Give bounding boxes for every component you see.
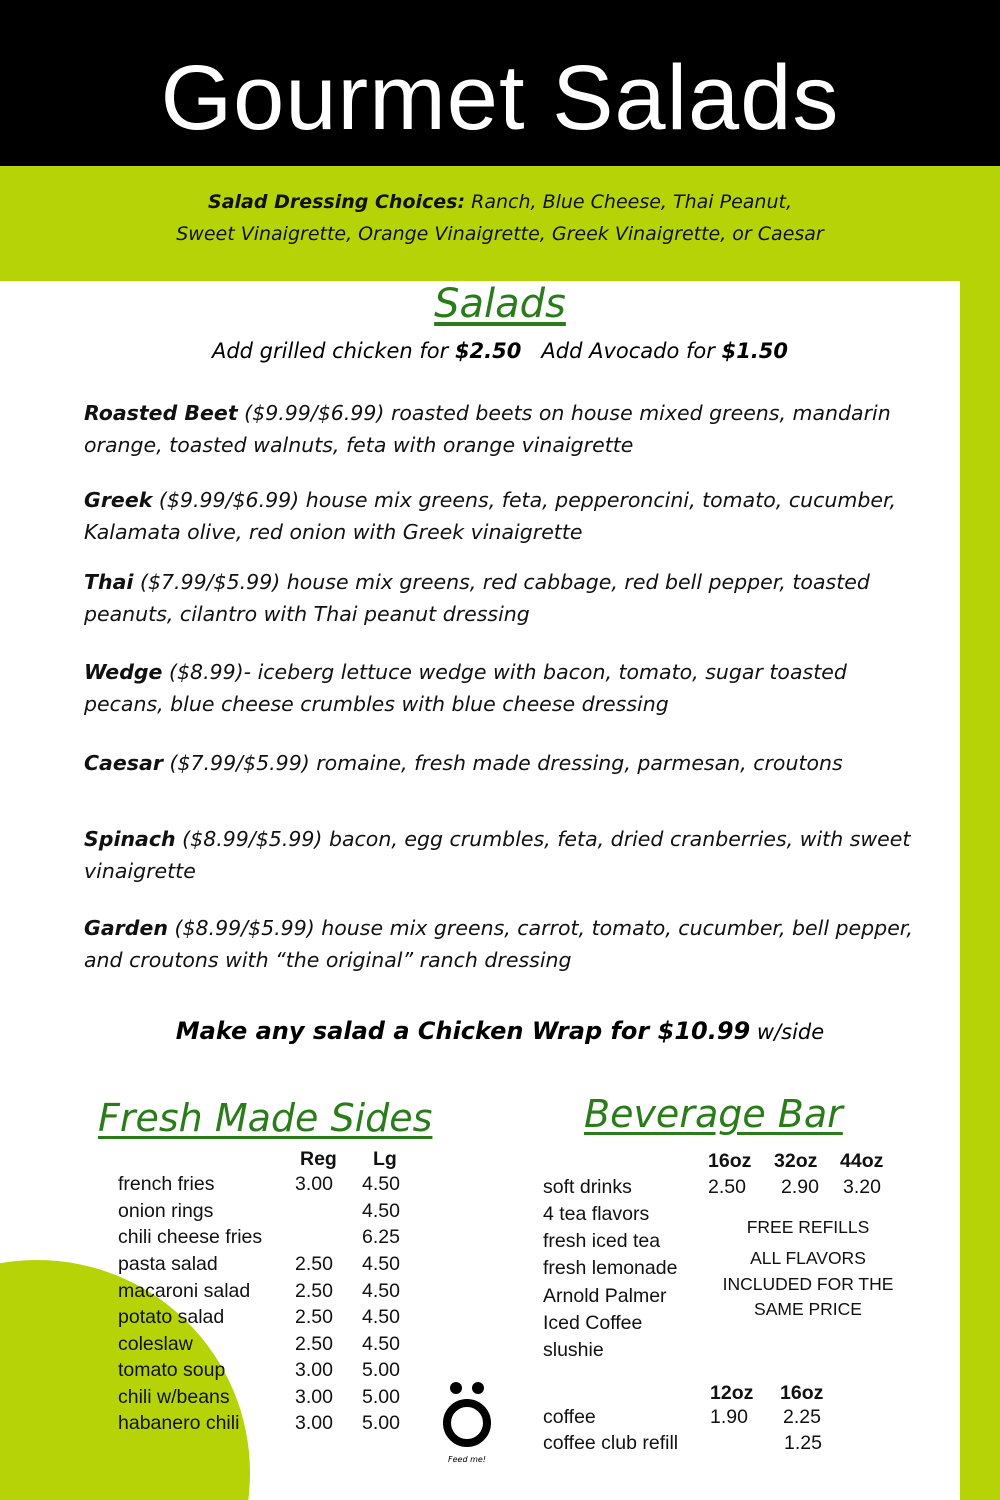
- side-reg-price: 3.00: [295, 1173, 333, 1195]
- side-name: onion rings: [118, 1200, 214, 1222]
- salad-desc: ($8.99/$5.99) bacon, egg crumbles, feta, dried cranberries, with sweet vinaigrette: [84, 827, 911, 883]
- side-lg-price: 4.50: [362, 1253, 400, 1275]
- sides-title: Fresh Made Sides: [98, 1096, 433, 1140]
- salad-desc: ($7.99/$5.99) romaine, fresh made dressing, parmesan, croutons: [162, 751, 843, 775]
- refill-16oz-price: 1.25: [784, 1432, 822, 1454]
- side-lg-price: 5.00: [362, 1412, 400, 1434]
- logo-icon: [436, 1380, 500, 1470]
- note-line: INCLUDED FOR THE: [722, 1273, 894, 1294]
- addon-avocado-price: $1.50: [721, 339, 789, 363]
- salad-desc: ($8.99/$5.99) house mix greens, carrot, tomato, cucumber, bell pepper, and croutons with “the original” ranch dressing: [84, 916, 913, 972]
- side-name: coleslaw: [118, 1333, 193, 1355]
- salad-name: Caesar: [84, 751, 163, 775]
- side-reg-price: 2.50: [295, 1280, 333, 1302]
- salad-name: Spinach: [84, 827, 176, 851]
- free-refills-note: FREE REFILLS: [746, 1217, 870, 1237]
- beverage-44oz-price: 3.20: [843, 1176, 881, 1198]
- side-name: tomato soup: [118, 1359, 226, 1381]
- side-name: french fries: [118, 1173, 215, 1195]
- addon-avocado-text: Add Avocado for: [541, 339, 722, 363]
- salad-item: [84, 398, 914, 461]
- col-reg-header: Reg: [300, 1148, 337, 1170]
- side-lg-price: 4.50: [362, 1173, 400, 1195]
- salad-desc: ($9.99/$6.99) roasted beets on house mixed greens, mandarin orange, toasted walnuts, feta with orange vinaigrette: [84, 401, 891, 457]
- side-reg-price: 3.00: [295, 1359, 333, 1381]
- salad-name: Greek: [84, 488, 153, 512]
- beverage-title: Beverage Bar: [584, 1092, 843, 1136]
- salad-addons: [0, 339, 960, 363]
- feed-me-logo: [436, 1380, 500, 1470]
- page-title: Gourmet Salads: [160, 47, 840, 149]
- side-lg-price: 4.50: [362, 1200, 400, 1222]
- salad-desc: ($8.99)- iceberg lettuce wedge with bacon, tomato, sugar toasted pecans, blue cheese crumbles with blue cheese dressing: [84, 660, 847, 716]
- coffee-name: coffee: [543, 1406, 596, 1428]
- beverage-name: Iced Coffee: [543, 1312, 643, 1334]
- beverage-name: soft drinks: [543, 1176, 632, 1198]
- side-lg-price: 4.50: [362, 1333, 400, 1355]
- salad-name: Roasted Beet: [84, 401, 238, 425]
- wrap-text: Make any salad a Chicken Wrap for $10.99: [175, 1017, 751, 1045]
- side-name: chili cheese fries: [118, 1226, 263, 1248]
- salad-desc: ($9.99/$6.99) house mix greens, feta, pepperoncini, tomato, cucumber, Kalamata olive, red onion with Greek vinaigrette: [84, 488, 897, 544]
- logo-tagline: Feed me!: [448, 1455, 486, 1464]
- salad-name: Garden: [84, 916, 168, 940]
- col-44oz-header: 44oz: [840, 1150, 884, 1172]
- col-lg-header: Lg: [373, 1148, 397, 1170]
- side-lg-price: 4.50: [362, 1306, 400, 1328]
- side-lg-price: 6.25: [362, 1226, 400, 1248]
- salad-desc: ($7.99/$5.99) house mix greens, red cabbage, red bell pepper, toasted peanuts, cilantro with Thai peanut dressing: [84, 570, 870, 626]
- note-line: SAME PRICE: [754, 1299, 862, 1319]
- dressing-label: Salad Dressing Choices:: [208, 191, 466, 213]
- salad-item: [84, 824, 914, 887]
- side-reg-price: 2.50: [295, 1253, 333, 1275]
- beverage-name: fresh lemonade: [543, 1257, 678, 1279]
- header-bar: [0, 0, 1000, 166]
- col-12oz-header: 12oz: [710, 1382, 754, 1404]
- salad-item: [84, 748, 914, 780]
- salad-item: [84, 485, 914, 548]
- salad-name: Thai: [84, 570, 134, 594]
- side-name: macaroni salad: [118, 1280, 251, 1302]
- beverage-name: slushie: [543, 1339, 604, 1361]
- salad-name: Wedge: [84, 660, 163, 684]
- side-reg-price: 2.50: [295, 1306, 333, 1328]
- side-name: pasta salad: [118, 1253, 218, 1275]
- col-32oz-header: 32oz: [774, 1150, 818, 1172]
- col-coffee-16oz-header: 16oz: [780, 1382, 824, 1404]
- dressing-line-1: Ranch, Blue Cheese, Thai Peanut,: [465, 191, 792, 213]
- salads-title: Salads: [434, 281, 566, 327]
- side-reg-price: 3.00: [295, 1412, 333, 1434]
- beverage-name: fresh iced tea: [543, 1230, 661, 1252]
- flavors-note: [708, 1246, 908, 1323]
- beverage-16oz-price: 2.50: [708, 1176, 746, 1198]
- addon-chicken-text: Add grilled chicken for: [211, 339, 455, 363]
- salad-item: [84, 657, 914, 720]
- note-line: ALL FLAVORS: [750, 1248, 866, 1268]
- dressing-line-2: Sweet Vinaigrette, Orange Vinaigrette, Greek Vinaigrette, or Caesar: [176, 223, 824, 245]
- coffee-12oz-price: 1.90: [710, 1406, 748, 1428]
- side-name: potato salad: [118, 1306, 225, 1328]
- menu-panel: [0, 281, 960, 1500]
- col-16oz-header: 16oz: [708, 1150, 752, 1172]
- side-lg-price: 4.50: [362, 1280, 400, 1302]
- chicken-wrap-offer: [0, 1017, 960, 1045]
- addon-chicken-price: $2.50: [454, 339, 522, 363]
- wrap-suffix: w/side: [750, 1020, 825, 1044]
- beverage-name: Arnold Palmer: [543, 1285, 667, 1307]
- coffee-16oz-price: 2.25: [783, 1406, 821, 1428]
- side-name: chili w/beans: [118, 1386, 230, 1408]
- side-lg-price: 5.00: [362, 1359, 400, 1381]
- side-reg-price: 2.50: [295, 1333, 333, 1355]
- salad-item: [84, 913, 914, 976]
- side-reg-price: 3.00: [295, 1386, 333, 1408]
- beverage-32oz-price: 2.90: [781, 1176, 819, 1198]
- beverage-name: 4 tea flavors: [543, 1203, 650, 1225]
- dressing-choices: [0, 186, 1000, 250]
- side-lg-price: 5.00: [362, 1386, 400, 1408]
- salad-item: [84, 567, 914, 630]
- refill-name: coffee club refill: [543, 1432, 679, 1454]
- side-name: habanero chili: [118, 1412, 240, 1434]
